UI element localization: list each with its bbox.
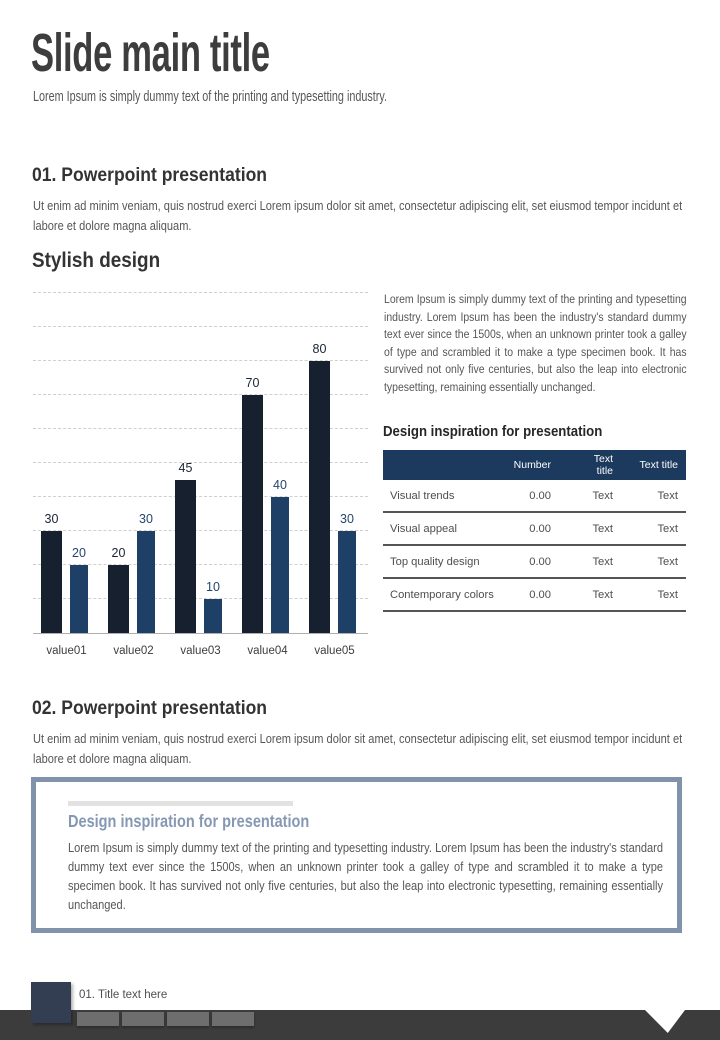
table-cell: Text	[592, 555, 613, 568]
page-subtitle: Lorem Ipsum is simply dummy text of the printing and typesetting industry.	[33, 88, 387, 105]
table-row	[383, 579, 686, 612]
table-cell: Text	[592, 489, 613, 502]
footer-tab	[167, 1012, 209, 1026]
chart-bar	[338, 531, 356, 633]
table-row	[383, 480, 686, 513]
chart-category-label: value03	[180, 645, 221, 657]
table-cell: Text	[592, 522, 613, 535]
bar-value-label: 30	[44, 512, 59, 526]
section1-body: Ut enim ad minim veniam, quis nostrud exerci Lorem ipsum dolor sit amet, consectetur adipiscing elit, set eiusmod tempor incidunt et labore et dolore magna aliquam.	[33, 198, 683, 233]
table-row-label: Visual trends	[390, 489, 455, 502]
footer-tab	[77, 1012, 119, 1026]
table-cell: Text	[657, 555, 678, 568]
callout-box	[31, 777, 682, 933]
chart-bar	[41, 531, 62, 633]
table-cell: 0.00	[529, 588, 551, 601]
callout-body: Lorem Ipsum is simply dummy text of the printing and typesetting industry. Lorem Ipsum has been the industry's standard dummy text ever since the 1500s, when an unknown printer took a galley of type and scrambled it to make a type specimen book. It has survived not only five centuries, but also the leap into electronic typesetting, remaining essentially unchanged.	[68, 840, 663, 912]
table-header-cell: Text title	[593, 453, 613, 477]
table-heading: Design inspiration for presentation	[383, 423, 603, 440]
faint-text-artifact	[68, 801, 293, 806]
bar-value-label: 20	[72, 546, 86, 560]
chart-bar	[137, 531, 155, 633]
table-row-label: Top quality design	[390, 555, 480, 568]
footer-tab	[212, 1012, 254, 1026]
bar-value-label: 10	[206, 580, 220, 594]
chart-bar	[309, 361, 330, 633]
inspiration-table	[383, 450, 686, 612]
footer-title-text: 01. Title text here	[79, 989, 168, 1001]
table-cell: 0.00	[529, 489, 551, 502]
chart-bar	[204, 599, 222, 633]
bar-value-label: 20	[111, 546, 126, 560]
chart-gridline	[33, 292, 368, 293]
table-header-cell: Number	[513, 459, 551, 471]
table-row-label: Visual appeal	[390, 522, 457, 535]
table-cell: 0.00	[529, 522, 551, 535]
chart-category-label: value02	[113, 645, 154, 657]
table-cell: Text	[657, 489, 678, 502]
chart-bar	[242, 395, 263, 633]
bar-value-label: 40	[273, 478, 287, 492]
footer-page-marker	[31, 982, 71, 1023]
footer-bar	[0, 1010, 720, 1040]
table-header-row	[383, 450, 686, 480]
table-row	[383, 546, 686, 579]
chart-bar	[70, 565, 88, 633]
bar-value-label: 80	[312, 342, 327, 356]
section2-heading: 02. Powerpoint presentation	[32, 697, 268, 719]
bar-value-label: 70	[245, 376, 260, 390]
chart-gridline	[33, 326, 368, 327]
stylish-paragraph: Lorem Ipsum is simply dummy text of the printing and typesetting industry. Lorem Ipsum has been the industry's standard dummy text ever since the 1500s, when an unknown printer took a galley of type and scrambled it to make a type specimen book. It has survived not only five centuries, but also the leap into electronic typesetting, remaining essentially unchanged.	[384, 292, 687, 394]
page-title: Slide main title	[31, 23, 270, 83]
chart-bar	[175, 480, 196, 633]
chart-bar	[271, 497, 289, 633]
table-cell: Text	[657, 588, 678, 601]
chart-category-label: value05	[314, 645, 355, 657]
bar-value-label: 30	[139, 512, 153, 526]
table-row-label: Contemporary colors	[390, 588, 494, 601]
bar-value-label: 30	[340, 512, 354, 526]
table-header-cell: Text title	[639, 459, 678, 471]
section1-heading: 01. Powerpoint presentation	[32, 164, 268, 186]
table-cell: Text	[657, 522, 678, 535]
footer-tab	[122, 1012, 164, 1026]
bar-value-label: 45	[178, 461, 193, 475]
table-row	[383, 513, 686, 546]
table-cell: 0.00	[529, 555, 551, 568]
chart-category-label: value04	[247, 645, 288, 657]
callout-heading: Design inspiration for presentation	[68, 811, 310, 831]
table-cell: Text	[592, 588, 613, 601]
chart-category-label: value01	[46, 645, 87, 657]
chart-bar	[108, 565, 129, 633]
section2-body: Ut enim ad minim veniam, quis nostrud exerci Lorem ipsum dolor sit amet, consectetur adipiscing elit, set eiusmod tempor incidunt et labore et dolore magna aliquam.	[33, 731, 683, 766]
stylish-design-heading: Stylish design	[32, 249, 161, 272]
bar-chart	[33, 294, 368, 657]
